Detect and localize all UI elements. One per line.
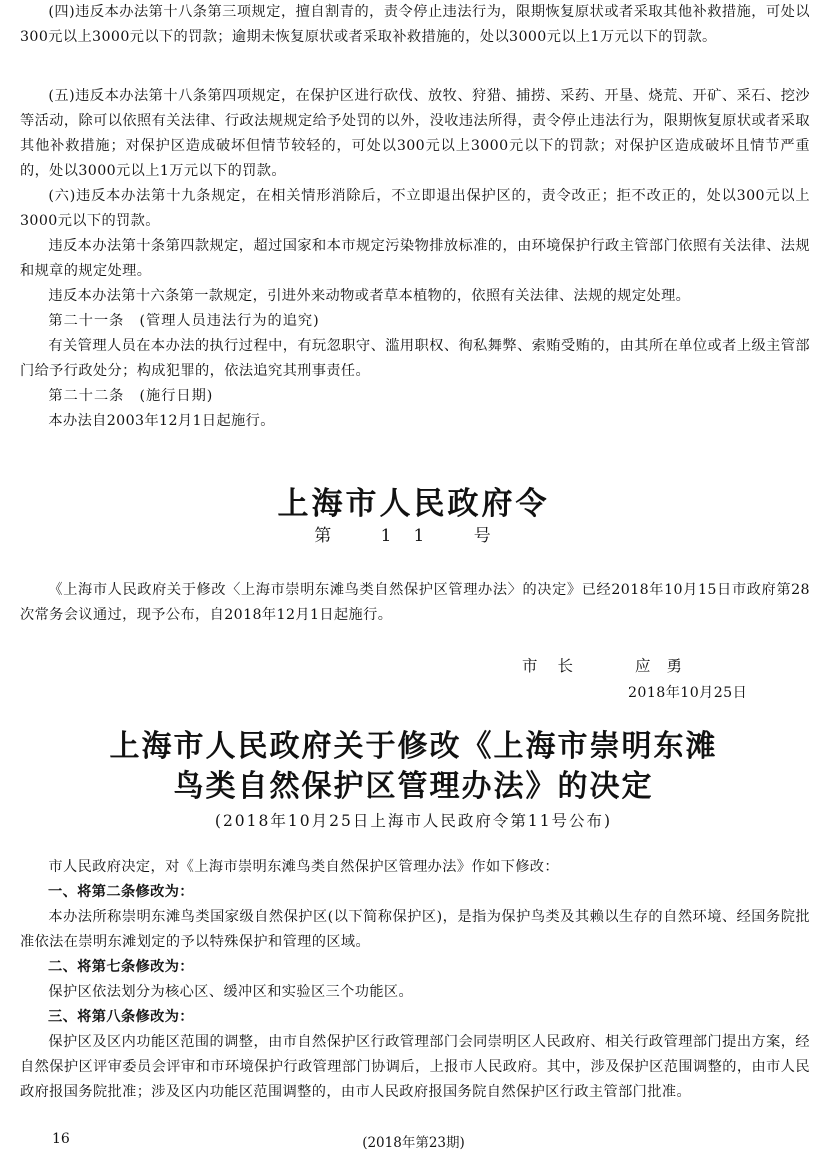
amendment-1-text: 本办法所称崇明东滩鸟类国家级自然保护区(以下简称保护区)，是指为保护鸟类及其赖以生存的自然环境、经国务院批准依法在崇明东滩划定的予以特殊保护和管理的区域。 <box>20 909 810 950</box>
page-number: 16 <box>52 1131 70 1147</box>
order-body: 《上海市人民政府关于修改〈上海市崇明东滩鸟类自然保护区管理办法〉的决定》已经2018年10月15日市政府第28次常务会议通过，现予公布，自2018年12月1日起施行。 <box>20 582 810 623</box>
decision-intro: 市人民政府决定，对《上海市崇明东滩鸟类自然保护区管理办法》作如下修改： <box>48 859 559 875</box>
order-date: 2018年10月25日 <box>628 685 748 701</box>
amendment-3-text: 保护区及区内功能区范围的调整，由市自然保护区行政管理部门会同崇明区人民政府、相关行政管理部门提出方案，经自然保护区评审委员会评审和市环境保护行政管理部门协调后，上报市人民政府。其中，涉及保护区范围调整的，由市人民政府报国务院批准；涉及区内功能区范围调整的，由市人民政府报国务院自然保护区行政主管部门批准。 <box>20 1034 810 1100</box>
paragraph-article-21: 有关管理人员在本办法的执行过程中，有玩忽职守、滥用职权、徇私舞弊、索贿受贿的，由其所在单位或者上级主管部门给予行政处分；构成犯罪的，依法追究其刑事责任。 <box>20 338 810 379</box>
paragraph-item-6: (六)违反本办法第十九条规定，在相关情形消除后，不立即退出保护区的，责令改正；拒不改正的，处以300元以上3000元以下的罚款。 <box>20 188 810 229</box>
decision-title-line-1: 上海市人民政府关于修改《上海市崇明东滩 <box>109 729 718 764</box>
signer-line <box>522 654 698 676</box>
paragraph-item-5: (五)违反本办法第十八条第四项规定，在保护区进行砍伐、放牧、狩猎、捕捞、采药、开垦、烧荒、开矿、采石、挖沙等活动，除可以依照有关法律、行政法规规定给予处罚的以外，没收违法所得，责令停止违法行为，限期恢复原状或者采取其他补救措施；对保护区造成破坏但情节较轻的，可处以300元以上3000元以下的罚款；对保护区造成破坏且情节严重的，处以3000元以上1万元以下的罚款。 <box>20 88 810 179</box>
decision-subtitle: (2018年10月25日上海市人民政府令第11号公布) <box>214 812 613 830</box>
decision-title-line-2: 鸟类自然保护区管理办法》的决定 <box>173 769 654 804</box>
article-21-heading: 第二十一条 (管理人员违法行为的追究) <box>48 313 320 329</box>
amendment-2-heading: 二、将第七条修改为： <box>48 959 194 975</box>
order-title: 上海市人民政府令 <box>277 486 550 522</box>
amendment-1-heading: 一、将第二条修改为： <box>48 884 194 900</box>
paragraph-article-22: 本办法自2003年12月1日起施行。 <box>48 413 275 429</box>
signer-role: 市长 <box>522 657 594 675</box>
paragraph-article-16-violation: 违反本办法第十六条第一款规定，引进外来动物或者草本植物的，依照有关法律、法规的规定处理。 <box>48 288 691 304</box>
amendment-2-text: 保护区依法划分为核心区、缓冲区和实验区三个功能区。 <box>48 984 414 1000</box>
paragraph-article-10-violation: 违反本办法第十条第四款规定，超过国家和本市规定污染物排放标准的，由环境保护行政主管部门依照有关法律、法规和规章的规定处理。 <box>20 238 810 279</box>
order-number: 第 11 号 <box>314 526 513 546</box>
amendment-3-heading: 三、将第八条修改为： <box>48 1009 194 1025</box>
issue-number: (2018年第23期) <box>362 1135 465 1151</box>
signer-name: 应勇 <box>635 657 699 675</box>
article-22-heading: 第二十二条 (施行日期) <box>48 388 214 404</box>
paragraph-item-4: (四)违反本办法第十八条第三项规定，擅自割青的，责令停止违法行为，限期恢复原状或者采取其他补救措施，可处以300元以上3000元以下的罚款；逾期未恢复原状或者采取补救措施的，处以3000元以上1万元以下的罚款。 <box>20 4 810 45</box>
